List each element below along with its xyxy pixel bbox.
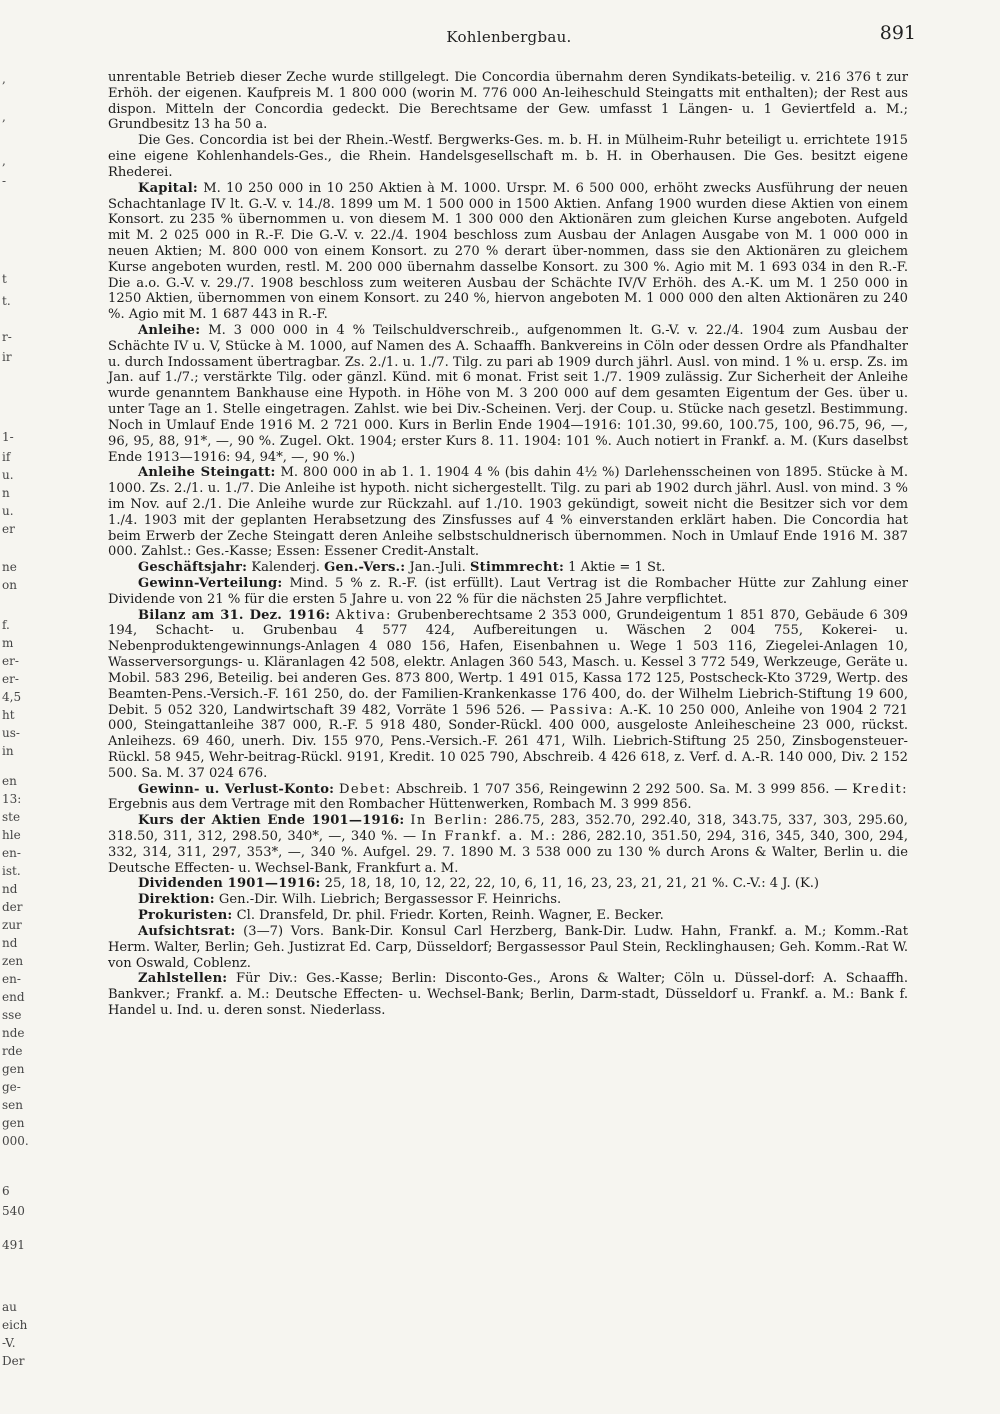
berlin-label: In Berlin: <box>410 813 489 829</box>
margin-fragment: u. <box>2 504 14 518</box>
section-text: 25, 18, 18, 10, 12, 22, 22, 10, 6, 11, 16, 23, 23, 21, 21, 21 %. C.-V.: 4 J. (K.) <box>324 876 820 892</box>
section-aufsichtsrat <box>108 924 908 971</box>
margin-fragment: ne <box>2 560 17 574</box>
margin-fragment: t. <box>2 294 11 308</box>
margin-fragment: on <box>2 578 17 592</box>
page-body <box>108 70 908 1019</box>
section-zahlstellen <box>108 971 908 1018</box>
section-bilanz <box>108 608 908 782</box>
section-label: Kurs der Aktien Ende 1901—1916: <box>138 813 405 829</box>
section-geschaeftsjahr <box>108 560 908 576</box>
margin-fragment: er <box>2 522 15 536</box>
running-title: Kohlenbergbau. <box>446 28 572 46</box>
margin-fragment: us- <box>2 726 20 740</box>
margin-fragment: zur <box>2 918 22 932</box>
margin-fragment: en- <box>2 846 21 860</box>
section-anleihe-steingatt <box>108 465 908 560</box>
margin-fragment: au <box>2 1300 17 1314</box>
section-text: Grubenberechtsame 2 353 000, Grundeigentum 1 851 870, Gebäude 6 309 194, Schacht- u. Grubenbau 4 577 424, Aufbereitungen u. Wäschen 2 004 755, Kokerei- u. Nebenproduktengewinnungs-Anlagen 4 080 156, Hafen, Eisenbahnen u. Wege 1 503 116, Ziegelei-Anlagen 10, Wasserversorgungs- u. Kläranlagen 42 508, elektr. Anlagen 360 543, Masch. u. Kessel 3 772 549, Werkzeuge, Geräte u. Mobil. 583 296, Beteilig. bei anderen Ges. 873 800, Wertp. 1 491 015, Kassa 172 125, Postscheck-Kto 3729, Wertp. des Beamten-Pens.-Versich.-F. 161 250, do. der Familien-Krankenkasse 176 400, do. der Wilhelm Liebrich-Stiftung 19 600, Debit. 5 052 320, Landwirtschaft 39 482, Vorräte 1 596 526. — <box>108 607 908 718</box>
section-text: M. 800 000 in ab 1. 1. 1904 4 % (bis dahin 4½ %) Darlehensscheinen von 1895. Stücke à M. 1000. Zs. 2./1. u. 1./7. Die Anleihe ist hypoth. nicht sichergestellt. Tilg. zu pari ab 1902 durch jährl. Ausl. von mind. 3 % im Nov. auf 2./1. Die Anleihe wurde zur Rückzahl. auf 1./10. 1903 gekündigt, soweit nicht die Besitzer sich vor dem 1./4. 1903 mit der geplanten Herabsetzung des Zinsfusses auf 4 % einverstanden erklärt haben. Die Concordia hat beim Erwerb der Zeche Steingatt deren Anleihe selbstschuldnerisch übernommen. Noch in Umlauf Ende 1916 M. 387 000. Zahlst.: Ges.-Kasse; Essen: Essener Credit-Anstalt. <box>108 465 908 560</box>
section-text: Gen.-Dir. Wilh. Liebrich; Bergassessor F. Heinrichs. <box>218 892 562 908</box>
section-text: 286, 282.10, 351.50, 294, 316, 345, 340, 300, 294, 332, 314, 311, 297, 353*, —, 340 %. Aufgel. 29. 7. 1890 M. 3 538 000 zu 130 % durch Arons & Walter, Berlin u. die Deutsche Effecten- u. Wechsel-Bank, Frankfurt a. M. <box>108 829 908 876</box>
margin-fragment: ge- <box>2 1080 21 1094</box>
debet-label: Debet: <box>339 781 392 797</box>
left-margin-fragments <box>0 60 36 1380</box>
margin-fragment: in <box>2 744 14 758</box>
section-dividenden <box>108 876 908 892</box>
section-text: A.-K. 10 250 000, Anleihe von 1904 2 721 000, Steingattanleihe 387 000, R.-F. 5 918 480, Sonder-Rückl. 400 000, ausgeloste Anleihescheine 23 000, rückst. Anleihezs. 69 460, unerh. Div. 155 970, Pens.-Versich.-F. 261 471, Wilh. Liebrich-Stiftung 25 250, Zinsbogensteuer-Rückl. 58 945, Wehr-beitrag-Rückl. 9191, Kredit. 10 025 790, Abschreib. 4 426 618, z. Verf. d. A.-R. 140 000, Div. 2 152 500. Sa. M. 37 024 676. <box>108 702 908 781</box>
section-gewinn-verteilung <box>108 576 908 608</box>
aktiva-label: Aktiva: <box>335 607 392 623</box>
margin-fragment: r- <box>2 330 12 344</box>
margin-fragment: 000. <box>2 1134 29 1148</box>
margin-fragment: 540 <box>2 1204 25 1218</box>
section-label: Bilanz am 31. Dez. 1916: <box>138 607 331 623</box>
section-text: Ergebnis aus dem Vertrage mit den Rombacher Hüttenwerken, Rombach M. 3 999 856. <box>108 797 692 813</box>
margin-fragment: en <box>2 774 17 788</box>
margin-fragment: ir <box>2 350 12 364</box>
margin-fragment: gen <box>2 1062 25 1076</box>
page-number: 891 <box>879 22 916 44</box>
section-label: Prokuristen: <box>138 908 233 924</box>
paragraph-intro: unrentable Betrieb dieser Zeche wurde stillgelegt. Die Concordia übernahm deren Syndikats-beteilig. v. 216 376 t zur Erhöh. der eigenen. Kaufpreis M. 1 800 000 (worin M. 776 000 An-leiheschuld Steingatts mit enthalten); der Rest aus dispon. Mitteln der Concordia gedeckt. Die Berechtsame der Gew. umfasst 1 Längen- u. 1 Geviertfeld a. M.; Grundbesitz 13 ha 50 a. <box>108 70 908 133</box>
margin-fragment: t <box>2 272 7 286</box>
section-label: Dividenden 1901—1916: <box>138 876 321 892</box>
section-text: Kalenderj. <box>251 560 320 576</box>
section-label: Gewinn- u. Verlust-Konto: <box>138 781 335 797</box>
section-label: Kapital: <box>138 180 198 196</box>
margin-fragment: er- <box>2 672 19 686</box>
margin-fragment: ste <box>2 810 21 824</box>
margin-fragment: 491 <box>2 1238 25 1252</box>
section-label: Gewinn-Verteilung: <box>138 576 283 591</box>
section-text: Cl. Dransfeld, Dr. phil. Friedr. Korten, Reinh. Wagner, E. Becker. <box>236 908 664 924</box>
section-text: Für Div.: Ges.-Kasse; Berlin: Disconto-Ges., Arons & Walter; Cöln u. Düssel-dorf: A. Schaaffh. Bankver.; Frankf. a. M.: Deutsche Effecten- u. Wechsel-Bank; Berlin, Darm-stadt, Düsseldorf u. Frankf. a. M.: Bank f. Handel u. Ind. u. deren sonst. Niederlass. <box>108 971 908 1018</box>
section-text: 286.75, 283, 352.70, 292.40, 318, 343.75, 337, 303, 295.60, 318.50, 311, 312, 298.50, 340*, —, 340 %. — <box>108 813 908 844</box>
section-label: Gen.-Vers.: <box>324 560 406 576</box>
margin-fragment: 1- <box>2 430 14 444</box>
section-label: Anleihe: <box>138 323 201 338</box>
margin-fragment: Der <box>2 1354 25 1368</box>
margin-fragment: nd <box>2 882 18 896</box>
section-prokuristen <box>108 908 908 924</box>
margin-fragment: sen <box>2 1098 23 1112</box>
margin-fragment: zen <box>2 954 24 968</box>
margin-fragment: ist. <box>2 864 21 878</box>
margin-fragment: der <box>2 900 23 914</box>
section-text: M. 3 000 000 in 4 % Teilschuldverschreib., aufgenommen lt. G.-V. v. 22./4. 1904 zum Ausbau der Schächte IV u. V, Stücke à M. 1000, auf Namen des A. Schaaffh. Bankvereins in Cöln oder dessen Ordre als Pfandhalter u. durch Indossament übertragbar. Zs. 2./1. u. 1./7. Tilg. zu pari ab 1909 durch jährl. Ausl. von mind. 1 % u. ersp. Zs. im Jan. auf 1./7.; verstärkte Tilg. oder gänzl. Künd. mit 6 monat. Frist seit 1./7. 1909 zulässig. Zur Sicherheit der Anleihe wurde genanntem Bankhause eine Hypoth. in Höhe von M. 3 200 000 auf dem gesamten Eigentum der Ges. über u. unter Tage an 1. Stelle eingetragen. Zahlst. wie bei Div.-Scheinen. Verj. der Coup. u. Stücke nach gesetzl. Bestimmung. Noch in Umlauf Ende 1916 M. 2 721 000. Kurs in Berlin Ende 1904—1916: 101.30, 99.60, 100.75, 100, 96.75, 96, —, 96, 95, 88, 91*, —, 90 %. Zugel. Okt. 1904; erster Kurs 8. 11. 1904: 101 %. Auch notiert in Frankf. a. M. (Kurs daselbst Ende 1913—1916: 94, 94*, —, 90 %.) <box>108 323 908 465</box>
section-text: Jan.-Juli. <box>409 560 466 576</box>
section-anleihe <box>108 323 908 465</box>
margin-fragment: f. <box>2 618 10 632</box>
margin-fragment: , <box>2 110 6 124</box>
margin-fragment: er- <box>2 654 19 668</box>
margin-fragment: , <box>2 72 6 86</box>
section-text: M. 10 250 000 in 10 250 Aktien à M. 1000. Urspr. M. 6 500 000, erhöht zwecks Ausführung der neuen Schachtanlage IV lt. G.-V. v. 14./8. 1899 um M. 1 500 000 in 1500 Aktien. Anfang 1900 wurden diese Aktien von einem Konsort. zu 235 % übernommen u. von diesem M. 1 300 000 den Aktionären zum gleichen Kurse angeboten. Aufgeld mit M. 2 025 000 in R.-F. Die G.-V. v. 22./4. 1904 beschloss zum Ausbau der Anlagen Ausgabe von M. 1 000 000 in neuen Aktien; M. 800 000 von einem Konsort. zu 270 % derart über-nommen, dass sie den Aktionären zu gleichem Kurse angeboten wurden, restl. M. 200 000 übernahm dasselbe Konsort. zu 300 %. Agio mit M. 1 693 034 in den R.-F. Die a.o. G.-V. v. 29./7. 1908 beschloss zum weiteren Ausbau der Schächte IV/V Erhöh. des A.-K. um M. 1 250 000 in 1250 Aktien, übernommen von einem Konsort. zu 240 %, hiervon angeboten M. 1 000 000 den alten Aktionären zu 240 %. Agio mit M. 1 687 443 in R.-F. <box>108 180 908 323</box>
margin-fragment: en- <box>2 972 21 986</box>
kredit-label: Kredit: <box>852 781 908 797</box>
margin-fragment: m <box>2 636 14 650</box>
section-gewinn-verlust <box>108 782 908 814</box>
section-label: Direktion: <box>138 892 215 908</box>
section-text: (3—7) Vors. Bank-Dir. Konsul Carl Herzberg, Bank-Dir. Ludw. Hahn, Frankf. a. M.; Komm.-Rat Herm. Walter, Berlin; Geh. Justizrat Ed. Carp, Düsseldorf; Bergassessor Paul Stein, Recklinghausen; Geh. Komm.-Rat W. von Oswald, Coblenz. <box>108 923 908 971</box>
margin-fragment: -V. <box>2 1336 16 1350</box>
section-text: Abschreib. 1 707 356, Reingewinn 2 292 500. Sa. M. 3 999 856. — <box>396 781 848 797</box>
margin-fragment: gen <box>2 1116 25 1130</box>
margin-fragment: nd <box>2 936 18 950</box>
margin-fragment: 4,5 <box>2 690 22 704</box>
paragraph-participations: Die Ges. Concordia ist bei der Rhein.-Westf. Bergwerks-Ges. m. b. H. in Mülheim-Ruhr beteiligt u. errichtete 1915 eine eigene Kohlenhandels-Ges., die Rhein. Handelsgesellschaft m. b. H. in Oberhausen. Die Ges. besitzt eigene Rhederei. <box>108 133 908 180</box>
margin-fragment: - <box>2 174 7 188</box>
margin-fragment: sse <box>2 1008 22 1022</box>
section-label: Stimmrecht: <box>469 560 564 576</box>
frankfurt-label: In Frankf. a. M.: <box>421 829 557 844</box>
margin-fragment: hle <box>2 828 21 842</box>
margin-fragment: rde <box>2 1044 23 1058</box>
section-direktion <box>108 892 908 908</box>
section-text: 1 Aktie = 1 St. <box>568 560 666 576</box>
section-text: Mind. 5 % z. R.-F. (ist erfüllt). Laut Vertrag ist die Rombacher Hütte zur Zahlung einer Dividende von 21 % für die ersten 5 Jahre u. von 22 % für die nächsten 25 Jahre verpflichtet. <box>108 576 908 607</box>
section-label: Aufsichtsrat: <box>138 923 236 939</box>
section-label: Anleihe Steingatt: <box>138 465 276 481</box>
margin-fragment: nde <box>2 1026 25 1040</box>
section-label: Geschäftsjahr: <box>138 560 248 576</box>
running-header <box>108 20 916 52</box>
section-kapital <box>108 181 908 323</box>
margin-fragment: if <box>2 450 11 464</box>
margin-fragment: 6 <box>2 1184 10 1198</box>
margin-fragment: u. <box>2 468 14 482</box>
section-label: Zahlstellen: <box>138 971 228 987</box>
margin-fragment: eich <box>2 1318 28 1332</box>
margin-fragment: n <box>2 486 10 500</box>
margin-fragment: ht <box>2 708 15 722</box>
section-kurs <box>108 813 908 876</box>
passiva-label: Passiva: <box>549 702 615 718</box>
margin-fragment: end <box>2 990 25 1004</box>
margin-fragment: , <box>2 154 6 168</box>
margin-fragment: 13: <box>2 792 22 806</box>
